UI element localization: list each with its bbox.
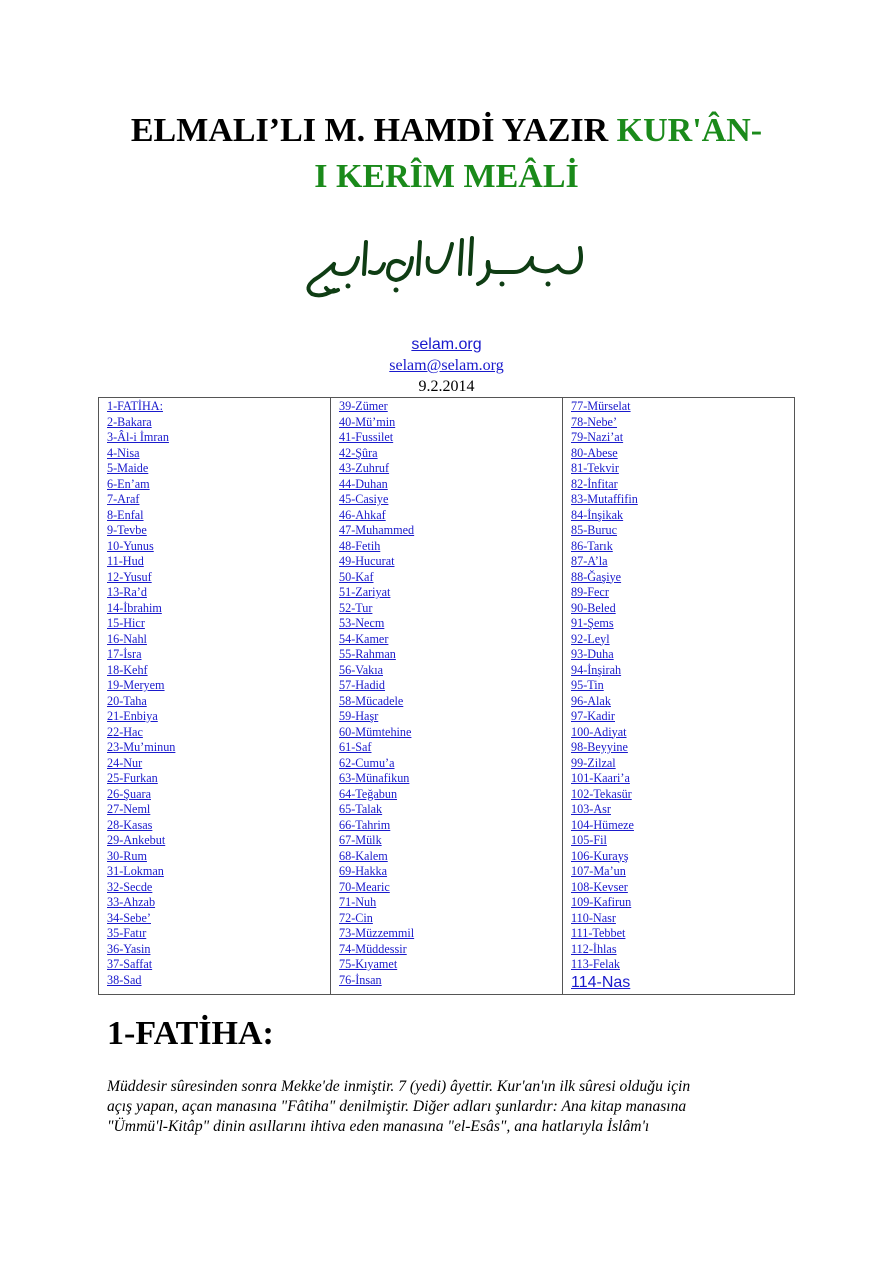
surah-link[interactable]: 32-Secde	[107, 879, 153, 894]
surah-link[interactable]: 71-Nuh	[339, 895, 377, 909]
surah-link[interactable]: 64-Teğabun	[339, 786, 398, 801]
surah-link[interactable]: 77-Mürselat	[571, 399, 631, 413]
surah-link[interactable]: 108-Kevser	[571, 879, 628, 894]
surah-link[interactable]: 33-Ahzab	[107, 895, 156, 909]
surah-link[interactable]: 29-Ankebut	[107, 833, 166, 847]
title-line-1	[0, 108, 893, 154]
surah-link[interactable]: 3-Âl-i İmran	[107, 430, 169, 444]
surah-link[interactable]: 103-Asr	[571, 802, 611, 816]
surah-link[interactable]: 55-Rahman	[339, 647, 396, 661]
surah-index-row	[99, 398, 795, 995]
surah-link[interactable]: 89-Fecr	[571, 585, 609, 599]
surah-link[interactable]: 31-Lokman	[107, 864, 164, 878]
surah-link[interactable]: 27-Neml	[107, 802, 151, 816]
surah-link[interactable]: 28-Kasas	[107, 817, 153, 832]
surah-link[interactable]: 86-Tarık	[571, 538, 613, 553]
surah-link[interactable]: 104-Hümeze	[571, 817, 634, 832]
surah-link[interactable]: 102-Tekasür	[571, 786, 632, 801]
surah-link[interactable]: 70-Mearic	[339, 879, 390, 894]
site-email-link[interactable]: selam@selam.org	[389, 357, 504, 374]
title-book-part2: I KERÎM MEÂLİ	[314, 158, 579, 195]
surah-link[interactable]: 72-Cin	[339, 910, 373, 925]
surah-link[interactable]: 17-İsra	[107, 647, 142, 661]
surah-link[interactable]: 20-Taha	[107, 693, 147, 708]
intro-line: Müddesir sûresinden sonra Mekke'de inmiştir. 7 (yedi) âyettir. Kur'an'ın ilk sûresi olduğu için	[107, 1078, 691, 1095]
title-author: ELMALI’LI M. HAMDİ YAZIR	[130, 112, 617, 149]
surah-link[interactable]: 14-İbrahim	[107, 600, 162, 615]
surah-link[interactable]: 7-Araf	[107, 492, 140, 506]
surah-link[interactable]: 22-Hac	[107, 724, 143, 739]
surah-link[interactable]: 91-Şems	[571, 616, 614, 630]
surah-link[interactable]: 6-En’am	[107, 476, 150, 491]
surah-link[interactable]: 57-Hadid	[339, 678, 386, 692]
site-url-link[interactable]: selam.org	[411, 336, 482, 353]
surah-link[interactable]: 106-Kurayş	[571, 848, 629, 863]
surah-link[interactable]: 84-İnşikak	[571, 507, 624, 522]
surah-column-3	[563, 398, 795, 995]
surah-link[interactable]: 90-Beled	[571, 600, 616, 615]
surah-link[interactable]: 52-Tur	[339, 600, 373, 615]
surah-link[interactable]: 36-Yasin	[107, 941, 151, 956]
surah-link[interactable]: 8-Enfal	[107, 507, 144, 522]
surah-link[interactable]: 13-Ra’d	[107, 585, 147, 599]
surah-link[interactable]: 50-Kaf	[339, 569, 374, 584]
surah-link[interactable]: 110-Nasr	[571, 910, 616, 925]
surah-link[interactable]: 5-Maide	[107, 461, 149, 475]
surah-link[interactable]: 12-Yusuf	[107, 569, 152, 584]
surah-link[interactable]: 41-Fussilet	[339, 430, 394, 444]
surah-link[interactable]: 2-Bakara	[107, 414, 152, 429]
surah-link[interactable]: 40-Mü’min	[339, 414, 396, 429]
intro-line: "Ümmü'l-Kitâp" dinin asıllarını ihtiva eden manasına "el-Esâs", ana hatlarıyla İslâm'ı	[107, 1118, 650, 1135]
surah-link[interactable]: 69-Hakka	[339, 864, 388, 878]
surah-link[interactable]: 100-Adiyat	[571, 724, 627, 739]
surah-link[interactable]: 23-Mu’minun	[107, 740, 176, 754]
surah-link[interactable]: 54-Kamer	[339, 631, 389, 646]
surah-link[interactable]: 92-Leyl	[571, 631, 610, 646]
surah-link[interactable]: 88-Ğaşiye	[571, 569, 622, 584]
surah-link[interactable]: 62-Cumu’a	[339, 755, 395, 770]
surah-link[interactable]: 87-A’la	[571, 554, 608, 568]
surah-link[interactable]: 35-Fatır	[107, 926, 147, 940]
surah-column-1	[99, 398, 331, 995]
surah-link[interactable]: 113-Felak	[571, 957, 620, 971]
surah-link[interactable]: 10-Yunus	[107, 538, 154, 553]
surah-link[interactable]: 80-Abese	[571, 445, 618, 460]
surah-link[interactable]: 18-Kehf	[107, 662, 148, 677]
surah-link[interactable]: 56-Vakıa	[339, 662, 383, 677]
intro-line: açış yapan, açan manasına "Fâtiha" denilmiştir. Diğer adları şunlardır: Ana kitap manasına	[107, 1098, 687, 1115]
surah-link[interactable]: 43-Zuhruf	[339, 461, 390, 475]
surah-index-table	[98, 397, 795, 995]
surah-link[interactable]: 109-Kafirun	[571, 895, 632, 909]
surah-link[interactable]: 76-İnsan	[339, 972, 382, 987]
surah-link[interactable]: 112-İhlas	[571, 941, 617, 956]
surah-link[interactable]: 79-Nazi’at	[571, 430, 624, 444]
surah-link[interactable]: 66-Tahrim	[339, 817, 391, 832]
surah-link[interactable]: 98-Beyyine	[571, 740, 628, 754]
surah-link[interactable]: 11-Hud	[107, 554, 144, 568]
surah-link[interactable]: 44-Duhan	[339, 476, 388, 491]
surah-link[interactable]: 24-Nur	[107, 755, 143, 770]
surah-link[interactable]: 101-Kaari’a	[571, 771, 630, 785]
surah-link[interactable]: 15-Hicr	[107, 616, 145, 630]
surah-link[interactable]: 9-Tevbe	[107, 523, 147, 537]
surah-link[interactable]: 94-İnşirah	[571, 662, 622, 677]
surah-link[interactable]: 99-Zilzal	[571, 755, 616, 770]
surah-link[interactable]: 78-Nebe’	[571, 414, 618, 429]
surah-link[interactable]: 97-Kadir	[571, 709, 615, 723]
surah-link[interactable]: 61-Saf	[339, 740, 372, 754]
surah-link[interactable]: 73-Müzzemmil	[339, 926, 415, 940]
surah-link[interactable]: 38-Sad	[107, 972, 142, 987]
surah-link[interactable]: 96-Alak	[571, 693, 611, 708]
surah-link[interactable]: 95-Tin	[571, 678, 604, 692]
surah-link[interactable]: 19-Meryem	[107, 678, 165, 692]
surah-link[interactable]: 47-Muhammed	[339, 523, 415, 537]
surah-link[interactable]: 48-Fetih	[339, 538, 381, 553]
title-book-part1: KUR'ÂN-	[616, 112, 763, 149]
surah-link[interactable]: 49-Hucurat	[339, 554, 395, 568]
surah-link[interactable]: 68-Kalem	[339, 848, 388, 863]
surah-link[interactable]: 51-Zariyat	[339, 585, 391, 599]
surah-link[interactable]: 39-Zümer	[339, 399, 388, 413]
surah-link[interactable]: 85-Buruc	[571, 523, 618, 537]
surah-link[interactable]: 65-Talak	[339, 802, 383, 816]
surah-column-2	[331, 398, 563, 995]
surah-link[interactable]: 45-Casiye	[339, 492, 389, 506]
surah-link[interactable]: 34-Sebe’	[107, 910, 151, 925]
surah-link[interactable]: 46-Ahkaf	[339, 507, 386, 522]
surah-link[interactable]: 81-Tekvir	[571, 461, 619, 475]
surah-link[interactable]: 25-Furkan	[107, 771, 158, 785]
surah-link[interactable]: 53-Necm	[339, 616, 385, 630]
surah-link[interactable]: 107-Ma’un	[571, 864, 626, 878]
surah-link[interactable]: 21-Enbiya	[107, 709, 158, 723]
section-heading: 1-FATİHA:	[107, 1015, 274, 1052]
basmala-calligraphy-image	[300, 228, 590, 306]
document-title	[0, 108, 893, 200]
surah-link[interactable]: 105-Fil	[571, 833, 607, 847]
surah-link[interactable]: 75-Kıyamet	[339, 957, 398, 971]
surah-link[interactable]: 1-FATİHA:	[107, 399, 163, 413]
surah-link[interactable]: 42-Şûra	[339, 445, 378, 460]
surah-link[interactable]: 58-Mücadele	[339, 693, 404, 708]
section-intro-paragraph	[107, 1077, 807, 1137]
surah-link[interactable]: 16-Nahl	[107, 631, 147, 646]
surah-link[interactable]: 63-Münafikun	[339, 771, 410, 785]
surah-link[interactable]: 93-Duha	[571, 647, 614, 661]
surah-link[interactable]: 114-Nas	[571, 973, 631, 991]
surah-link[interactable]: 30-Rum	[107, 848, 147, 863]
surah-link[interactable]: 82-İnfitar	[571, 476, 618, 491]
surah-link[interactable]: 59-Haşr	[339, 709, 379, 723]
surah-link[interactable]: 60-Mümtehine	[339, 724, 412, 739]
surah-link[interactable]: 111-Tebbet	[571, 926, 626, 940]
surah-link[interactable]: 83-Mutaffifin	[571, 492, 638, 506]
surah-link[interactable]: 67-Mülk	[339, 833, 382, 847]
surah-link[interactable]: 74-Müddessir	[339, 941, 407, 956]
surah-link[interactable]: 26-Şuara	[107, 786, 151, 801]
surah-link[interactable]: 37-Saffat	[107, 957, 153, 971]
publish-date: 9.2.2014	[418, 378, 475, 395]
surah-link[interactable]: 4-Nisa	[107, 445, 140, 460]
